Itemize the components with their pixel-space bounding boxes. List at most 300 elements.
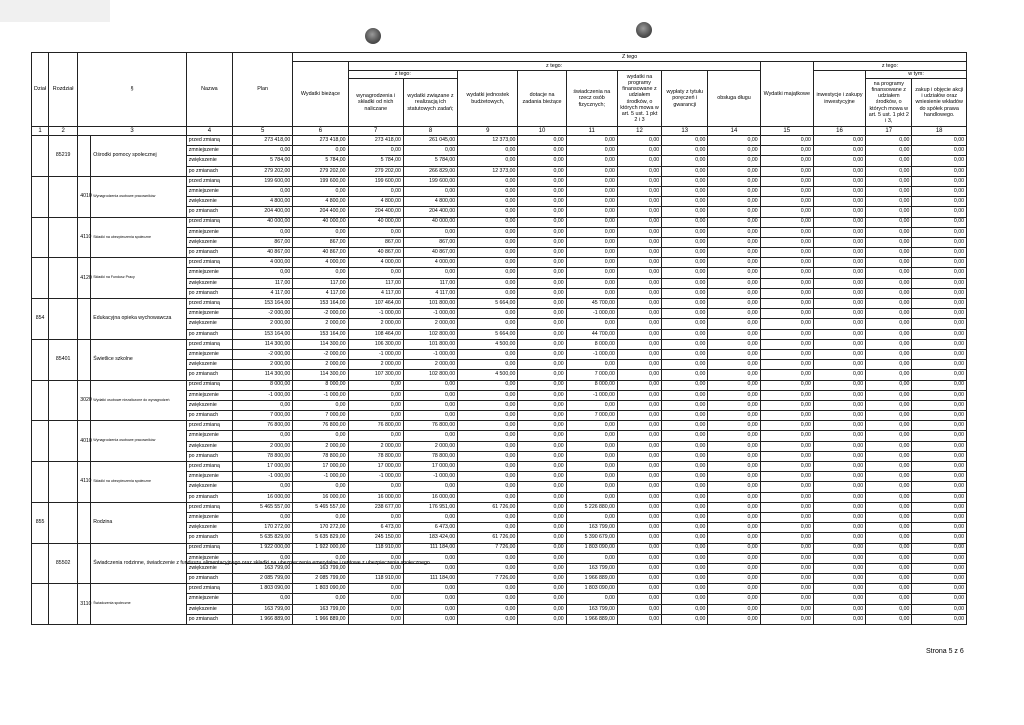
value-cell: 0,00 bbox=[912, 186, 967, 196]
value-cell: 0,00 bbox=[566, 248, 617, 258]
value-cell: 16 000,00 bbox=[348, 492, 403, 502]
value-cell: 16 000,00 bbox=[293, 492, 348, 502]
value-cell: 2 000,00 bbox=[348, 441, 403, 451]
value-cell: 0,00 bbox=[912, 441, 967, 451]
value-cell: 0,00 bbox=[617, 288, 661, 298]
value-cell: 4 117,00 bbox=[348, 288, 403, 298]
value-cell: 0,00 bbox=[233, 146, 293, 156]
header-dotacje: dotacje na zadania bieżące bbox=[518, 71, 566, 127]
value-cell: 2 000,00 bbox=[233, 360, 293, 370]
value-cell: 0,00 bbox=[866, 329, 912, 339]
value-cell: 0,00 bbox=[912, 166, 967, 176]
header-zakup-akcji: zakup i objęcie akcji i udziałów oraz wniesienie wkładów do spółek prawa handlowego. bbox=[912, 79, 967, 127]
value-cell: 0,00 bbox=[708, 390, 760, 400]
value-cell: 0,00 bbox=[617, 319, 661, 329]
value-cell: 0,00 bbox=[708, 349, 760, 359]
value-cell: 170 272,00 bbox=[233, 523, 293, 533]
value-cell: 0,00 bbox=[518, 176, 566, 186]
rozdzial-cell: 85401 bbox=[49, 339, 78, 380]
header-paragraf: § bbox=[78, 53, 187, 127]
row-label: przed zmianą bbox=[186, 176, 232, 186]
header-z-tego-biezace: z tego: bbox=[348, 62, 760, 71]
value-cell: 0,00 bbox=[866, 380, 912, 390]
value-cell: 0,00 bbox=[403, 268, 457, 278]
value-cell: 0,00 bbox=[708, 176, 760, 186]
value-cell: 0,00 bbox=[617, 584, 661, 594]
nazwa-cell: Składki na ubezpieczenia społeczne bbox=[91, 217, 186, 258]
value-cell: 0,00 bbox=[518, 136, 566, 146]
value-cell: 0,00 bbox=[662, 207, 708, 217]
value-cell: 0,00 bbox=[912, 380, 967, 390]
table-row bbox=[32, 584, 967, 594]
value-cell: 238 677,00 bbox=[348, 502, 403, 512]
paragraf-cell bbox=[78, 339, 91, 380]
value-cell: 7 000,00 bbox=[233, 411, 293, 421]
value-cell: 245 150,00 bbox=[348, 533, 403, 543]
value-cell: 40 000,00 bbox=[348, 217, 403, 227]
value-cell: 0,00 bbox=[348, 594, 403, 604]
value-cell: 266 829,00 bbox=[403, 166, 457, 176]
nazwa-cell: Ośrodki pomocy społecznej bbox=[91, 136, 186, 177]
value-cell: 0,00 bbox=[458, 176, 518, 186]
value-cell: 0,00 bbox=[866, 574, 912, 584]
value-cell: 0,00 bbox=[458, 604, 518, 614]
row-label: zmniejszenie bbox=[186, 268, 232, 278]
value-cell: 0,00 bbox=[912, 248, 967, 258]
header-wyplaty: wypłaty z tytułu poręczeń i gwarancji bbox=[662, 71, 708, 127]
value-cell: 0,00 bbox=[708, 512, 760, 522]
value-cell: 111 184,00 bbox=[403, 543, 457, 553]
value-cell: 0,00 bbox=[662, 584, 708, 594]
value-cell: 4 500,00 bbox=[458, 339, 518, 349]
value-cell: 0,00 bbox=[518, 533, 566, 543]
value-cell: 40 000,00 bbox=[293, 217, 348, 227]
value-cell: 0,00 bbox=[708, 563, 760, 573]
value-cell: 0,00 bbox=[760, 288, 813, 298]
value-cell: 0,00 bbox=[518, 604, 566, 614]
dzial-cell: 855 bbox=[32, 502, 49, 543]
value-cell: 0,00 bbox=[458, 207, 518, 217]
header-wydatki-majatkowe: Wydatki majątkowe bbox=[760, 62, 813, 127]
value-cell: 0,00 bbox=[760, 462, 813, 472]
row-label: zmniejszenie bbox=[186, 472, 232, 482]
value-cell: 0,00 bbox=[760, 431, 813, 441]
value-cell: 0,00 bbox=[566, 136, 617, 146]
column-number: 16 bbox=[813, 127, 865, 136]
value-cell: 0,00 bbox=[566, 553, 617, 563]
value-cell: 0,00 bbox=[813, 299, 865, 309]
value-cell: 0,00 bbox=[403, 431, 457, 441]
value-cell: 0,00 bbox=[708, 492, 760, 502]
value-cell: 0,00 bbox=[518, 309, 566, 319]
row-label: przed zmianą bbox=[186, 462, 232, 472]
value-cell: 0,00 bbox=[813, 248, 865, 258]
row-label: zmniejszenie bbox=[186, 309, 232, 319]
value-cell: 867,00 bbox=[348, 237, 403, 247]
value-cell: 0,00 bbox=[458, 431, 518, 441]
dzial-cell: 854 bbox=[32, 299, 49, 340]
value-cell: 4 000,00 bbox=[348, 258, 403, 268]
value-cell: 0,00 bbox=[912, 360, 967, 370]
value-cell: 0,00 bbox=[458, 411, 518, 421]
value-cell: 0,00 bbox=[760, 604, 813, 614]
value-cell: 0,00 bbox=[912, 390, 967, 400]
value-cell: 0,00 bbox=[813, 207, 865, 217]
value-cell: 0,00 bbox=[662, 400, 708, 410]
nazwa-cell: Wynagrodzenia osobowe pracowników bbox=[91, 176, 186, 217]
value-cell: -1 000,00 bbox=[233, 390, 293, 400]
row-label: przed zmianą bbox=[186, 502, 232, 512]
value-cell: 0,00 bbox=[662, 248, 708, 258]
value-cell: 5 465 557,00 bbox=[293, 502, 348, 512]
value-cell: 199 600,00 bbox=[348, 176, 403, 186]
value-cell: 0,00 bbox=[912, 543, 967, 553]
dzial-cell bbox=[32, 421, 49, 462]
value-cell: 111 184,00 bbox=[403, 574, 457, 584]
nazwa-cell: Wydatki osobowe niezaliczone do wynagrodzeń bbox=[91, 380, 186, 421]
value-cell: 0,00 bbox=[518, 197, 566, 207]
value-cell: 0,00 bbox=[866, 390, 912, 400]
row-label: po zmianach bbox=[186, 574, 232, 584]
value-cell: 0,00 bbox=[813, 563, 865, 573]
value-cell: 0,00 bbox=[617, 604, 661, 614]
value-cell: 17 000,00 bbox=[348, 462, 403, 472]
value-cell: 0,00 bbox=[912, 574, 967, 584]
value-cell: 0,00 bbox=[566, 197, 617, 207]
value-cell: 0,00 bbox=[233, 553, 293, 563]
value-cell: 0,00 bbox=[662, 146, 708, 156]
value-cell: 0,00 bbox=[866, 502, 912, 512]
value-cell: -1 000,00 bbox=[348, 309, 403, 319]
value-cell: 273 418,00 bbox=[233, 136, 293, 146]
value-cell: 40 867,00 bbox=[233, 248, 293, 258]
row-label: zmniejszenie bbox=[186, 186, 232, 196]
value-cell: 0,00 bbox=[458, 380, 518, 390]
value-cell: 0,00 bbox=[518, 349, 566, 359]
column-number: 11 bbox=[566, 127, 617, 136]
value-cell: 0,00 bbox=[912, 512, 967, 522]
value-cell: -2 000,00 bbox=[233, 309, 293, 319]
value-cell: 0,00 bbox=[760, 400, 813, 410]
value-cell: 0,00 bbox=[566, 288, 617, 298]
value-cell: 0,00 bbox=[518, 288, 566, 298]
value-cell: 0,00 bbox=[866, 421, 912, 431]
value-cell: 0,00 bbox=[866, 186, 912, 196]
value-cell: 0,00 bbox=[348, 563, 403, 573]
value-cell: 0,00 bbox=[813, 421, 865, 431]
value-cell: 0,00 bbox=[813, 309, 865, 319]
nazwa-cell: Rodzina bbox=[91, 502, 186, 543]
rozdzial-cell: 85502 bbox=[49, 543, 78, 584]
dzial-cell bbox=[32, 176, 49, 217]
value-cell: 153 164,00 bbox=[233, 299, 293, 309]
value-cell: 5 784,00 bbox=[293, 156, 348, 166]
value-cell: 0,00 bbox=[760, 421, 813, 431]
value-cell: 273 418,00 bbox=[293, 136, 348, 146]
value-cell: 0,00 bbox=[518, 329, 566, 339]
value-cell: 0,00 bbox=[662, 380, 708, 390]
value-cell: 4 000,00 bbox=[293, 258, 348, 268]
value-cell: 78 800,00 bbox=[403, 451, 457, 461]
value-cell: 0,00 bbox=[662, 339, 708, 349]
value-cell: 0,00 bbox=[912, 523, 967, 533]
value-cell: 101 800,00 bbox=[403, 339, 457, 349]
value-cell: 0,00 bbox=[518, 146, 566, 156]
value-cell: 0,00 bbox=[912, 411, 967, 421]
value-cell: 163 799,00 bbox=[293, 604, 348, 614]
value-cell: 0,00 bbox=[708, 411, 760, 421]
value-cell: 0,00 bbox=[708, 278, 760, 288]
value-cell: 204 400,00 bbox=[348, 207, 403, 217]
value-cell: 0,00 bbox=[518, 156, 566, 166]
value-cell: 0,00 bbox=[866, 248, 912, 258]
value-cell: 0,00 bbox=[760, 512, 813, 522]
value-cell: 0,00 bbox=[566, 319, 617, 329]
value-cell: 0,00 bbox=[708, 156, 760, 166]
value-cell: 0,00 bbox=[458, 451, 518, 461]
value-cell: 0,00 bbox=[866, 268, 912, 278]
value-cell: 0,00 bbox=[708, 360, 760, 370]
header-obsluga: obsługa długu bbox=[708, 71, 760, 127]
value-cell: 0,00 bbox=[566, 421, 617, 431]
value-cell: 0,00 bbox=[662, 227, 708, 237]
column-number: 6 bbox=[293, 127, 348, 136]
value-cell: 0,00 bbox=[617, 553, 661, 563]
value-cell: 0,00 bbox=[760, 482, 813, 492]
value-cell: 5 664,00 bbox=[458, 329, 518, 339]
value-cell: 0,00 bbox=[233, 594, 293, 604]
value-cell: 0,00 bbox=[760, 146, 813, 156]
value-cell: 0,00 bbox=[708, 553, 760, 563]
value-cell: 0,00 bbox=[760, 380, 813, 390]
value-cell: 0,00 bbox=[813, 227, 865, 237]
value-cell: 2 000,00 bbox=[233, 319, 293, 329]
value-cell: 0,00 bbox=[617, 227, 661, 237]
value-cell: 0,00 bbox=[617, 533, 661, 543]
value-cell: 2 000,00 bbox=[293, 360, 348, 370]
value-cell: 0,00 bbox=[912, 288, 967, 298]
value-cell: 0,00 bbox=[233, 268, 293, 278]
value-cell: 0,00 bbox=[708, 309, 760, 319]
row-label: po zmianach bbox=[186, 248, 232, 258]
value-cell: 102 800,00 bbox=[403, 370, 457, 380]
value-cell: 0,00 bbox=[662, 268, 708, 278]
value-cell: 0,00 bbox=[233, 227, 293, 237]
value-cell: 0,00 bbox=[458, 614, 518, 624]
value-cell: 0,00 bbox=[518, 594, 566, 604]
value-cell: 163 799,00 bbox=[566, 563, 617, 573]
column-number: 2 bbox=[49, 127, 78, 136]
value-cell: 5 664,00 bbox=[458, 299, 518, 309]
value-cell: 0,00 bbox=[348, 186, 403, 196]
value-cell: 0,00 bbox=[662, 472, 708, 482]
value-cell: 0,00 bbox=[912, 502, 967, 512]
value-cell: 0,00 bbox=[617, 411, 661, 421]
row-label: zmniejszenie bbox=[186, 512, 232, 522]
value-cell: 0,00 bbox=[813, 482, 865, 492]
value-cell: 0,00 bbox=[912, 370, 967, 380]
value-cell: 0,00 bbox=[866, 492, 912, 502]
paragraf-cell: 3110 bbox=[78, 584, 91, 625]
value-cell: 0,00 bbox=[458, 421, 518, 431]
value-cell: 7 000,00 bbox=[566, 411, 617, 421]
value-cell: 0,00 bbox=[662, 523, 708, 533]
dzial-cell bbox=[32, 217, 49, 258]
value-cell: 0,00 bbox=[617, 146, 661, 156]
value-cell: 4 000,00 bbox=[233, 258, 293, 268]
value-cell: 0,00 bbox=[566, 451, 617, 461]
value-cell: -1 000,00 bbox=[403, 309, 457, 319]
value-cell: 40 867,00 bbox=[348, 248, 403, 258]
value-cell: 0,00 bbox=[617, 349, 661, 359]
column-number: 1 bbox=[32, 127, 49, 136]
value-cell: 0,00 bbox=[866, 370, 912, 380]
value-cell: 0,00 bbox=[813, 533, 865, 543]
budget-table bbox=[31, 52, 967, 625]
value-cell: 0,00 bbox=[760, 258, 813, 268]
value-cell: 0,00 bbox=[813, 268, 865, 278]
value-cell: 0,00 bbox=[518, 523, 566, 533]
row-label: po zmianach bbox=[186, 370, 232, 380]
value-cell: -1 000,00 bbox=[293, 390, 348, 400]
table-row bbox=[32, 136, 967, 146]
table-row bbox=[32, 258, 967, 268]
value-cell: 8 000,00 bbox=[293, 380, 348, 390]
value-cell: 0,00 bbox=[813, 329, 865, 339]
value-cell: 0,00 bbox=[348, 411, 403, 421]
value-cell: 76 800,00 bbox=[233, 421, 293, 431]
header-plan: Plan bbox=[233, 53, 293, 127]
value-cell: 204 400,00 bbox=[233, 207, 293, 217]
value-cell: 0,00 bbox=[566, 278, 617, 288]
value-cell: 1 803 090,00 bbox=[293, 584, 348, 594]
value-cell: 0,00 bbox=[708, 339, 760, 349]
value-cell: 12 373,00 bbox=[458, 166, 518, 176]
rozdzial-cell bbox=[49, 584, 78, 625]
value-cell: 0,00 bbox=[617, 502, 661, 512]
value-cell: 163 799,00 bbox=[293, 563, 348, 573]
value-cell: 0,00 bbox=[708, 319, 760, 329]
value-cell: 0,00 bbox=[760, 166, 813, 176]
value-cell: 17 000,00 bbox=[403, 462, 457, 472]
rozdzial-cell bbox=[49, 176, 78, 217]
value-cell: 107 464,00 bbox=[348, 299, 403, 309]
rozdzial-cell bbox=[49, 258, 78, 299]
row-label: przed zmianą bbox=[186, 217, 232, 227]
value-cell: 153 164,00 bbox=[293, 299, 348, 309]
dzial-cell bbox=[32, 462, 49, 503]
value-cell: 0,00 bbox=[617, 339, 661, 349]
value-cell: 0,00 bbox=[566, 268, 617, 278]
row-label: przed zmianą bbox=[186, 339, 232, 349]
value-cell: 0,00 bbox=[458, 400, 518, 410]
value-cell: 0,00 bbox=[912, 584, 967, 594]
value-cell: 1 966 889,00 bbox=[566, 614, 617, 624]
value-cell: 0,00 bbox=[617, 523, 661, 533]
value-cell: 0,00 bbox=[912, 237, 967, 247]
value-cell: -1 000,00 bbox=[348, 472, 403, 482]
value-cell: 0,00 bbox=[566, 146, 617, 156]
value-cell: 0,00 bbox=[813, 553, 865, 563]
value-cell: 0,00 bbox=[348, 482, 403, 492]
header-wynagrodzenia: wynagrodzenia i składki od nich naliczane bbox=[348, 79, 403, 127]
value-cell: 0,00 bbox=[403, 227, 457, 237]
value-cell: 107 300,00 bbox=[348, 370, 403, 380]
value-cell: 1 966 889,00 bbox=[566, 574, 617, 584]
value-cell: 0,00 bbox=[912, 146, 967, 156]
value-cell: 0,00 bbox=[293, 227, 348, 237]
value-cell: 117,00 bbox=[348, 278, 403, 288]
value-cell: 0,00 bbox=[458, 237, 518, 247]
value-cell: 0,00 bbox=[813, 584, 865, 594]
value-cell: 0,00 bbox=[866, 288, 912, 298]
value-cell: 261 045,00 bbox=[403, 136, 457, 146]
value-cell: 170 272,00 bbox=[293, 523, 348, 533]
value-cell: 0,00 bbox=[866, 533, 912, 543]
value-cell: 0,00 bbox=[566, 176, 617, 186]
value-cell: 0,00 bbox=[760, 472, 813, 482]
value-cell: 0,00 bbox=[760, 309, 813, 319]
value-cell: 0,00 bbox=[760, 523, 813, 533]
row-label: przed zmianą bbox=[186, 258, 232, 268]
value-cell: 0,00 bbox=[912, 268, 967, 278]
value-cell: -1 000,00 bbox=[233, 472, 293, 482]
row-label: zmniejszenie bbox=[186, 431, 232, 441]
value-cell: 0,00 bbox=[866, 278, 912, 288]
value-cell: 0,00 bbox=[760, 502, 813, 512]
page-footer: Strona 5 z 6 bbox=[926, 648, 964, 655]
value-cell: 0,00 bbox=[866, 543, 912, 553]
value-cell: -2 000,00 bbox=[233, 349, 293, 359]
value-cell: 0,00 bbox=[458, 197, 518, 207]
table-row bbox=[32, 421, 967, 431]
value-cell: 0,00 bbox=[293, 482, 348, 492]
value-cell: 0,00 bbox=[760, 319, 813, 329]
value-cell: 0,00 bbox=[403, 614, 457, 624]
dzial-cell bbox=[32, 380, 49, 421]
value-cell: 0,00 bbox=[912, 482, 967, 492]
value-cell: 0,00 bbox=[518, 411, 566, 421]
value-cell: 0,00 bbox=[458, 360, 518, 370]
row-label: zwiększenie bbox=[186, 441, 232, 451]
value-cell: 2 085 799,00 bbox=[293, 574, 348, 584]
value-cell: 7 000,00 bbox=[566, 370, 617, 380]
value-cell: 0,00 bbox=[708, 614, 760, 624]
header-z-tego-majatkowe: z tego: bbox=[813, 62, 966, 71]
row-label: po zmianach bbox=[186, 492, 232, 502]
value-cell: 7 726,00 bbox=[458, 543, 518, 553]
value-cell: 0,00 bbox=[813, 176, 865, 186]
value-cell: 0,00 bbox=[662, 329, 708, 339]
value-cell: 0,00 bbox=[866, 584, 912, 594]
value-cell: 0,00 bbox=[617, 207, 661, 217]
value-cell: 0,00 bbox=[566, 482, 617, 492]
value-cell: 0,00 bbox=[866, 237, 912, 247]
value-cell: 0,00 bbox=[662, 390, 708, 400]
value-cell: 2 000,00 bbox=[403, 360, 457, 370]
value-cell: 0,00 bbox=[813, 512, 865, 522]
value-cell: 0,00 bbox=[566, 166, 617, 176]
value-cell: 0,00 bbox=[866, 166, 912, 176]
row-label: przed zmianą bbox=[186, 136, 232, 146]
value-cell: -1 000,00 bbox=[566, 349, 617, 359]
value-cell: 0,00 bbox=[760, 248, 813, 258]
rozdzial-cell bbox=[49, 421, 78, 462]
value-cell: 0,00 bbox=[458, 309, 518, 319]
value-cell: 0,00 bbox=[348, 146, 403, 156]
value-cell: 163 799,00 bbox=[233, 563, 293, 573]
value-cell: 0,00 bbox=[866, 299, 912, 309]
